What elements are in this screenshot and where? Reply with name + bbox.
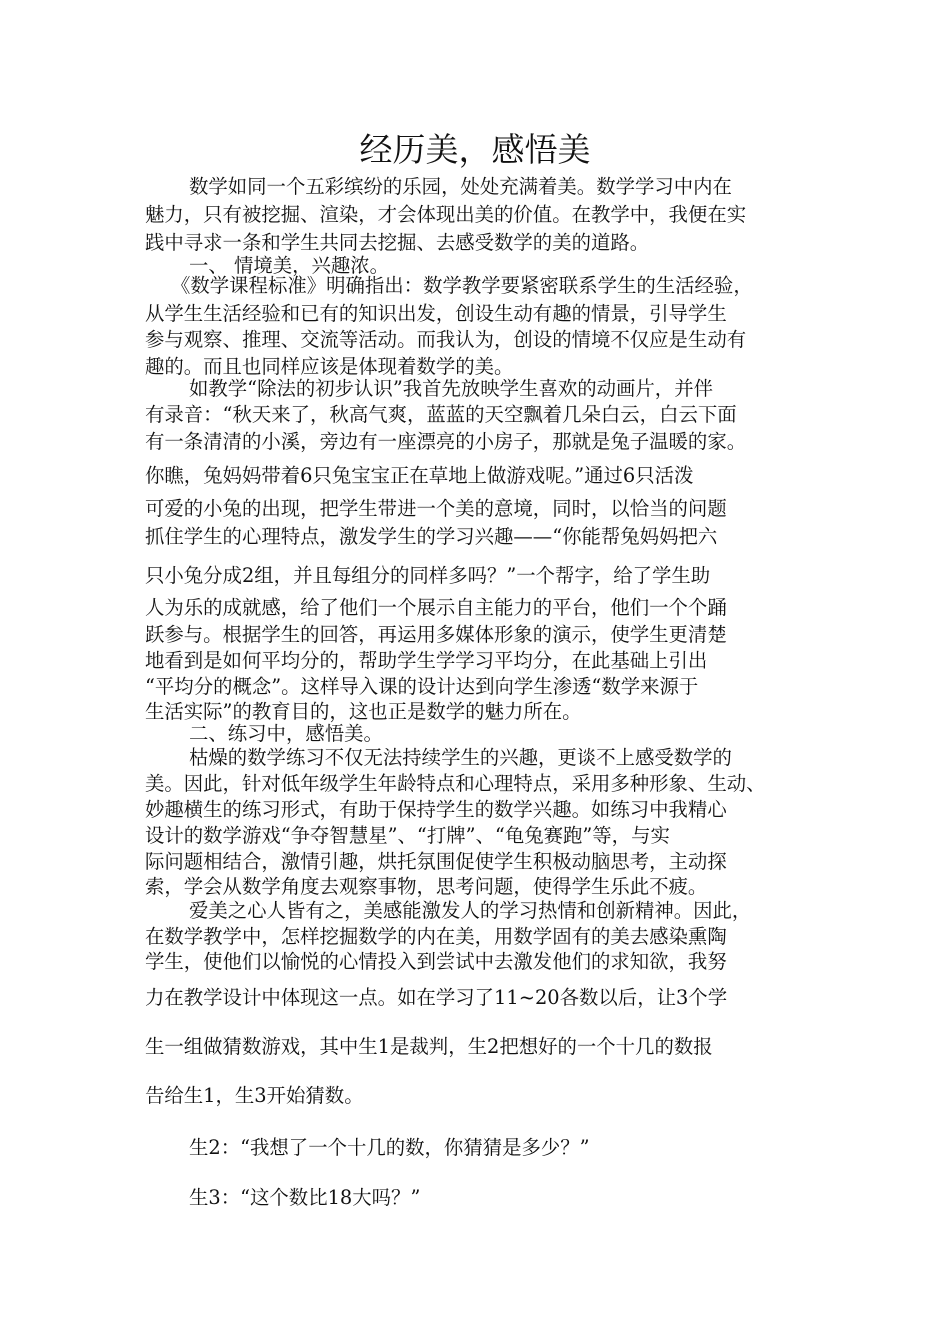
paragraph-line: 告给生1，生3开始猜数。 <box>145 1084 364 1107</box>
section-heading: 一、 情境美，兴趣浓。 <box>189 254 390 277</box>
paragraph-line: 枯燥的数学练习不仅无法持续学生的兴趣，更谈不上感受数学的 <box>189 746 732 769</box>
paragraph-line: 际问题相结合，激情引趣，烘托氛围促使学生积极动脑思考，主动探 <box>145 850 727 873</box>
paragraph-line: 索，学会从数学角度去观察事物，思考问题，使得学生乐此不疲。 <box>145 875 708 898</box>
paragraph-line: 在数学教学中，怎样挖掘数学的内在美，用数学固有的美去感染熏陶 <box>145 925 727 948</box>
paragraph-line: 参与观察、推理、交流等活动。而我认为，创设的情境不仅应是生动有 <box>145 328 747 351</box>
paragraph-line: 生一组做猜数游戏，其中生1是裁判，生2把想好的一个十几的数报 <box>145 1035 713 1058</box>
paragraph-line: 如教学“除法的初步认识”我首先放映学生喜欢的动画片，并伴 <box>189 377 713 400</box>
paragraph-line: 有录音：“秋天来了，秋高气爽，蓝蓝的天空飘着几朵白云，白云下面 <box>145 403 737 426</box>
paragraph-line: 设计的数学游戏“争夺智慧星”、“打牌”、“龟兔赛跑”等，与实 <box>145 824 670 847</box>
paragraph-line: “平均分的概念”。这样导入课的设计达到向学生渗透“数学来源于 <box>145 675 699 698</box>
paragraph-line: 只小兔分成2组，并且每组分的同样多吗？”一个帮字，给了学生助 <box>145 564 711 587</box>
paragraph-line: 趣的。而且也同样应该是体现着数学的美。 <box>145 355 514 378</box>
dialogue-line: 生2：“我想了一个十几的数，你猜猜是多少？” <box>189 1136 590 1159</box>
paragraph-line: 跃参与。根据学生的回答，再运用多媒体形象的演示，使学生更清楚 <box>145 623 727 646</box>
paragraph-line: 力在教学设计中体现这一点。如在学习了11~20各数以后，让3个学 <box>145 986 728 1009</box>
paragraph-line: 生活实际”的教育目的，这也正是数学的魅力所在。 <box>145 700 582 723</box>
paragraph-line: 魅力，只有被挖掘、渲染，才会体现出美的价值。在教学中，我便在实 <box>145 203 747 226</box>
section-heading: 二、练习中，感悟美。 <box>189 722 383 745</box>
paragraph-line: 美。因此，针对低年级学生年龄特点和心理特点，采用多种形象、生动、 <box>145 772 766 795</box>
paragraph-line: 践中寻求一条和学生共同去挖掘、去感受数学的美的道路。 <box>145 231 650 254</box>
paragraph-line: 《数学课程标准》明确指出：数学教学要紧密联系学生的生活经验， <box>171 274 753 297</box>
paragraph-line: 爱美之心人皆有之，美感能激发人的学习热情和创新精神。因此， <box>189 899 752 922</box>
paragraph-line: 妙趣横生的练习形式，有助于保持学生的数学兴趣。如练习中我精心 <box>145 798 727 821</box>
paragraph-line: 地看到是如何平均分的，帮助学生学学习平均分，在此基础上引出 <box>145 649 708 672</box>
paragraph-line: 学生，使他们以愉悦的心情投入到尝试中去激发他们的求知欲，我努 <box>145 950 727 973</box>
paragraph-line: 有一条清清的小溪，旁边有一座漂亮的小房子，那就是兔子温暖的家。 <box>145 430 747 453</box>
paragraph-line: 可爱的小兔的出现，把学生带进一个美的意境，同时，以恰当的问题 <box>145 497 727 520</box>
paragraph-line: 抓住学生的心理特点，激发学生的学习兴趣——“你能帮兔妈妈把六 <box>145 525 718 548</box>
dialogue-line: 生3：“这个数比18大吗？” <box>189 1186 421 1209</box>
paragraph-line: 人为乐的成就感，给了他们一个展示自主能力的平台，他们一个个踊 <box>145 596 727 619</box>
paragraph-line: 从学生生活经验和已有的知识出发，创设生动有趣的情景，引导学生 <box>145 302 727 325</box>
document-title: 经历美，感悟美 <box>359 130 591 169</box>
paragraph-line: 你瞧，兔妈妈带着6只兔宝宝正在草地上做游戏呢。”通过6只活泼 <box>145 464 694 487</box>
paragraph-line: 数学如同一个五彩缤纷的乐园，处处充满着美。数学学习中内在 <box>189 175 732 198</box>
